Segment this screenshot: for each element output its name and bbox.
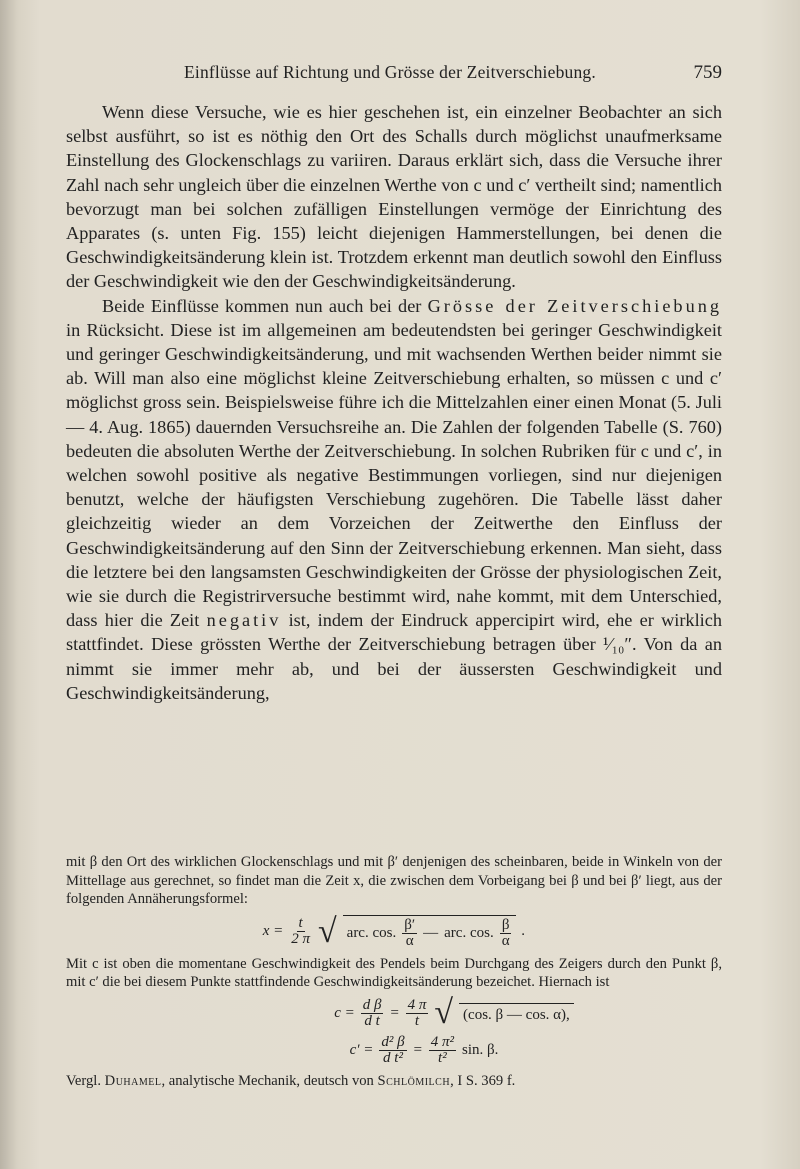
paragraph-2-text-b: in Rücksicht. Diese ist im allgemeinen am bedeutendsten bei geringer Geschwindigkeit und geringer Geschwindigkeitsänderung, und mit wachsenden Werthen beider nimmt sie ab. Will man also eine möglichst kleine Zeitverschiebung erhalten, so müssen c und c′ möglichst gross sein. Beispielsweise führe ich die Mittelzahlen einer einen Monat (5. Juli — 4. Aug. 1865) dauernden Versuchsreihe an. Die Zahlen der folgenden Tabelle (S. 760) bedeuten die absoluten Werthe der Zeitverschiebung. In solchen Rubriken für c und c′, in welchen sowohl positive als negative Bestimmungen vorliegen, sind nur diejenigen benutzt, welche der häufigsten Verschiebung zugehören. Die Tabelle lässt daher gleichzeitig wieder an dem Vorzeichen der Zeitwerthe den Einfluss der Geschwindigkeitsänderung auf den Sinn der Zeitverschiebung erkennen. Man sieht, dass die letztere bei den langsamsten Geschwindigkeiten der Grösse der physiologischen Zeit, wie sie durch die Registrirversuche bestimmt wird, nahe kommt, mit dem Unterschied, dass hier die Zeit bbox=[66, 319, 722, 631]
paragraph-2 bbox=[66, 294, 722, 705]
footnote-line-1: mit β den Ort des wirklichen Glockenschlags und mit β′ denjenigen des scheinbaren, beide in Winkeln von der Mittellage aus gerechnet, so findet man die Zeit x, die zwischen dem Vorbeigang bei β und bei β′ liegt, aus der folgenden Annäherungsformel: bbox=[66, 854, 722, 908]
footnote-line-2: Mit c ist oben die momentane Geschwindigkeit des Pendels beim Durchgang des Zeigers durch den Punkt β, mit c′ die bei diesem Punkte stattfindende Geschwindigkeitsänderung bezeichet. Hiernach ist bbox=[66, 955, 722, 991]
formula-cp-frac-1 bbox=[379, 1035, 406, 1066]
paragraph-1: Wenn diese Versuche, wie es hier geschehen ist, ein einzelner Beobachter an sich selbst ausführt, so ist es nöthig den Ort des Schalls durch möglichst unaufmerksame Einstellung des Glockenschlags zu variiren. Daraus erklärt sich, dass die Versuche ihrer Zahl nach sehr ungleich über die einzelnen Werthe von c und c′ vertheilt sind; namentlich bevorzugt man bei solchen zufälligen Einstellungen vermöge der Einrichtung des Apparates (s. unten Fig. 155) leicht diejenigen Hammerstellungen, bei denen die Geschwindigkeitsänderung klein ist. Trotzdem erkennt man deutlich sowohl den Einfluss der Geschwindigkeit wie den der Geschwindigkeitsänderung. bbox=[66, 102, 722, 292]
formula-x-radicand bbox=[343, 915, 516, 949]
formula-x-fraction bbox=[289, 916, 312, 947]
ref-middle: , analytische Mechanik, deutsch von bbox=[161, 1072, 378, 1089]
formula-cp-eq: = bbox=[412, 1042, 423, 1059]
formula-c-lhs: c = bbox=[334, 1005, 355, 1022]
arccos-2-den: α bbox=[501, 932, 510, 949]
formula-x-frac-num: t bbox=[298, 915, 303, 932]
page-header bbox=[60, 62, 722, 90]
formula-cp-lhs: c′ = bbox=[349, 1042, 374, 1059]
formula-x-frac-den: 2 π bbox=[291, 931, 310, 948]
formula-cp-frac-1-den: d t² bbox=[383, 1049, 403, 1066]
page-number: 759 bbox=[693, 62, 722, 83]
paragraph-2-text-a: Beide Einflüsse kommen nun auch bei der bbox=[102, 295, 428, 316]
ref-prefix: Vergl. bbox=[66, 1072, 105, 1089]
arccos-1-num: β′ bbox=[404, 916, 416, 933]
spaced-term-zeitverschiebung: Grösse der Zeitverschiebung bbox=[427, 295, 722, 316]
paragraph-2-text-c: ist, indem der Eindruck appercipirt wird, ehe er wirklich stattfindet. Diese grössten Werthe der Zeitverschiebung betragen über ¹⁄₁₀″. Von da an nimmt sie immer mehr ab, und bei der äussersten Geschwindigkeit und Geschwindigkeitsänderung, bbox=[66, 610, 722, 703]
formula-c-frac-1-num: d β bbox=[362, 996, 382, 1013]
footnote-reference bbox=[66, 1072, 722, 1091]
formula-x-end: . bbox=[521, 923, 526, 940]
ref-suffix: , I S. 369 f. bbox=[450, 1072, 516, 1089]
formula-c-frac-1-den: d t bbox=[364, 1012, 380, 1029]
formula-c-radicand: (cos. β — cos. α), bbox=[459, 1003, 574, 1025]
formula-c bbox=[186, 994, 722, 1032]
arccos-1: arc. cos. bbox=[346, 924, 397, 941]
ref-author-duhamel: Duhamel bbox=[104, 1072, 162, 1089]
formula-cp-rest: sin. β. bbox=[462, 1042, 499, 1059]
arccos-1-den: α bbox=[405, 932, 414, 949]
formula-c-frac-2-num: 4 π bbox=[407, 996, 427, 1013]
formula-c-frac-1 bbox=[361, 998, 384, 1029]
formula-c-prime bbox=[126, 1035, 722, 1066]
footnote bbox=[66, 853, 722, 1091]
formula-x-lhs: x = bbox=[262, 923, 284, 940]
arccos-2: arc. cos. bbox=[444, 924, 494, 941]
formula-x bbox=[66, 912, 722, 950]
arccos-1-fraction bbox=[402, 918, 417, 949]
formula-cp-frac-2-den: t² bbox=[438, 1049, 447, 1066]
arccos-2-num: β bbox=[501, 916, 510, 933]
formula-cp-frac-2 bbox=[429, 1035, 456, 1066]
formula-cp-frac-2-num: 4 π² bbox=[430, 1033, 455, 1050]
formula-c-eq: = bbox=[389, 1005, 400, 1022]
main-text bbox=[66, 100, 722, 705]
minus-sign: — bbox=[423, 924, 439, 941]
arccos-2-fraction bbox=[500, 918, 512, 949]
spaced-term-negativ: negativ bbox=[206, 610, 282, 631]
formula-c-frac-2-den: t bbox=[414, 1012, 420, 1029]
formula-c-frac-2 bbox=[406, 998, 429, 1029]
ref-author-schloemilch: Schlömilch bbox=[377, 1072, 451, 1089]
radical-sign-2: √ bbox=[434, 994, 454, 1032]
formula-cp-frac-1-num: d² β bbox=[381, 1033, 405, 1050]
radical-sign: √ bbox=[317, 912, 337, 950]
running-title: Einflüsse auf Richtung und Grösse der Zeitverschiebung. bbox=[184, 62, 596, 82]
